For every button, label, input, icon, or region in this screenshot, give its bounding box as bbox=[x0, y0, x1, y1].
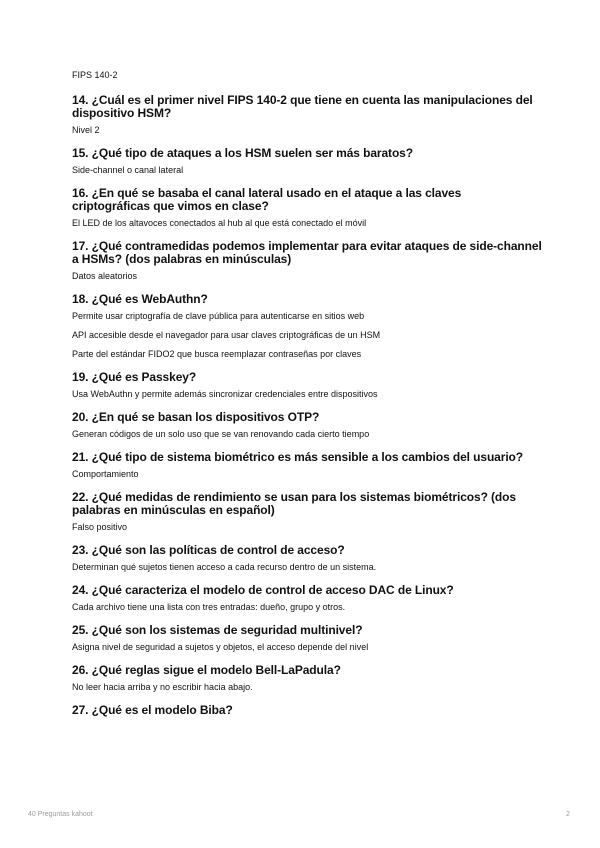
question-heading: 14. ¿Cuál es el primer nivel FIPS 140-2 que tiene en cuenta las manipulaciones del dispositivo HSM? bbox=[72, 93, 533, 120]
question-block bbox=[72, 491, 542, 533]
answer-text: Usa WebAuthn y permite además sincronizar credenciales entre dispositivos bbox=[72, 389, 378, 399]
question-block bbox=[72, 147, 542, 176]
answer-text: Side-channel o canal lateral bbox=[72, 165, 184, 175]
question-heading: 15. ¿Qué tipo de ataques a los HSM suelen ser más baratos? bbox=[72, 146, 413, 160]
question-heading: 22. ¿Qué medidas de rendimiento se usan para los sistemas biométricos? (dos palabras en minúsculas en español) bbox=[72, 490, 516, 517]
answer-text: Parte del estándar FIDO2 que busca reemplazar contraseñas por claves bbox=[72, 349, 362, 359]
question-block bbox=[72, 293, 542, 360]
question-list bbox=[72, 94, 542, 717]
answer-text: FIPS 140-2 bbox=[72, 70, 118, 80]
answer-text: Permite usar criptografía de clave pública para autenticarse en sitios web bbox=[72, 311, 365, 321]
question-block bbox=[72, 371, 542, 400]
answer-text: Comportamiento bbox=[72, 469, 139, 479]
question-block bbox=[72, 240, 542, 282]
question-heading: 19. ¿Qué es Passkey? bbox=[72, 370, 197, 384]
question-heading: 18. ¿Qué es WebAuthn? bbox=[72, 292, 208, 306]
question-block bbox=[72, 411, 542, 440]
answer-text: No leer hacia arriba y no escribir hacia abajo. bbox=[72, 682, 253, 692]
answer-text: API accesible desde el navegador para usar claves criptográficas de un HSM bbox=[72, 330, 381, 340]
question-heading: 24. ¿Qué caracteriza el modelo de control de acceso DAC de Linux? bbox=[72, 583, 454, 597]
question-block bbox=[72, 187, 542, 229]
answer-text: Nivel 2 bbox=[72, 125, 100, 135]
question-block bbox=[72, 584, 542, 613]
answer-text: Asigna nivel de seguridad a sujetos y objetos, el acceso depende del nivel bbox=[72, 642, 369, 652]
question-block bbox=[72, 94, 542, 136]
question-heading: 23. ¿Qué son las políticas de control de acceso? bbox=[72, 543, 345, 557]
answer-text: El LED de los altavoces conectados al hub al que está conectado el móvil bbox=[72, 218, 367, 228]
footer-title: 40 Preguntas kahoot bbox=[28, 811, 93, 818]
question-heading: 27. ¿Qué es el modelo Biba? bbox=[72, 703, 233, 717]
answer-text: Falso positivo bbox=[72, 522, 128, 532]
answer-text: Generan códigos de un solo uso que se van renovando cada cierto tiempo bbox=[72, 429, 370, 439]
question-heading: 16. ¿En qué se basaba el canal lateral usado en el ataque a las claves criptográficas que vimos en clase? bbox=[72, 186, 462, 213]
question-heading: 20. ¿En qué se basan los dispositivos OTP? bbox=[72, 410, 320, 424]
answer-text: Cada archivo tiene una lista con tres entradas: dueño, grupo y otros. bbox=[72, 602, 346, 612]
question-heading: 25. ¿Qué son los sistemas de seguridad multinivel? bbox=[72, 623, 363, 637]
question-block bbox=[72, 624, 542, 653]
answer-text: Datos aleatorios bbox=[72, 271, 138, 281]
document-body bbox=[72, 70, 542, 728]
question-heading: 21. ¿Qué tipo de sistema biométrico es más sensible a los cambios del usuario? bbox=[72, 450, 524, 464]
question-block bbox=[72, 451, 542, 480]
question-block bbox=[72, 544, 542, 573]
question-block bbox=[72, 704, 542, 717]
answer-text: Determinan qué sujetos tienen acceso a cada recurso dentro de un sistema. bbox=[72, 562, 377, 572]
question-heading: 26. ¿Qué reglas sigue el modelo Bell-LaPadula? bbox=[72, 663, 341, 677]
page-number: 2 bbox=[566, 811, 570, 818]
question-block bbox=[72, 664, 542, 693]
question-heading: 17. ¿Qué contramedidas podemos implementar para evitar ataques de side-channel a HSMs? (dos palabras en minúsculas) bbox=[72, 239, 542, 266]
